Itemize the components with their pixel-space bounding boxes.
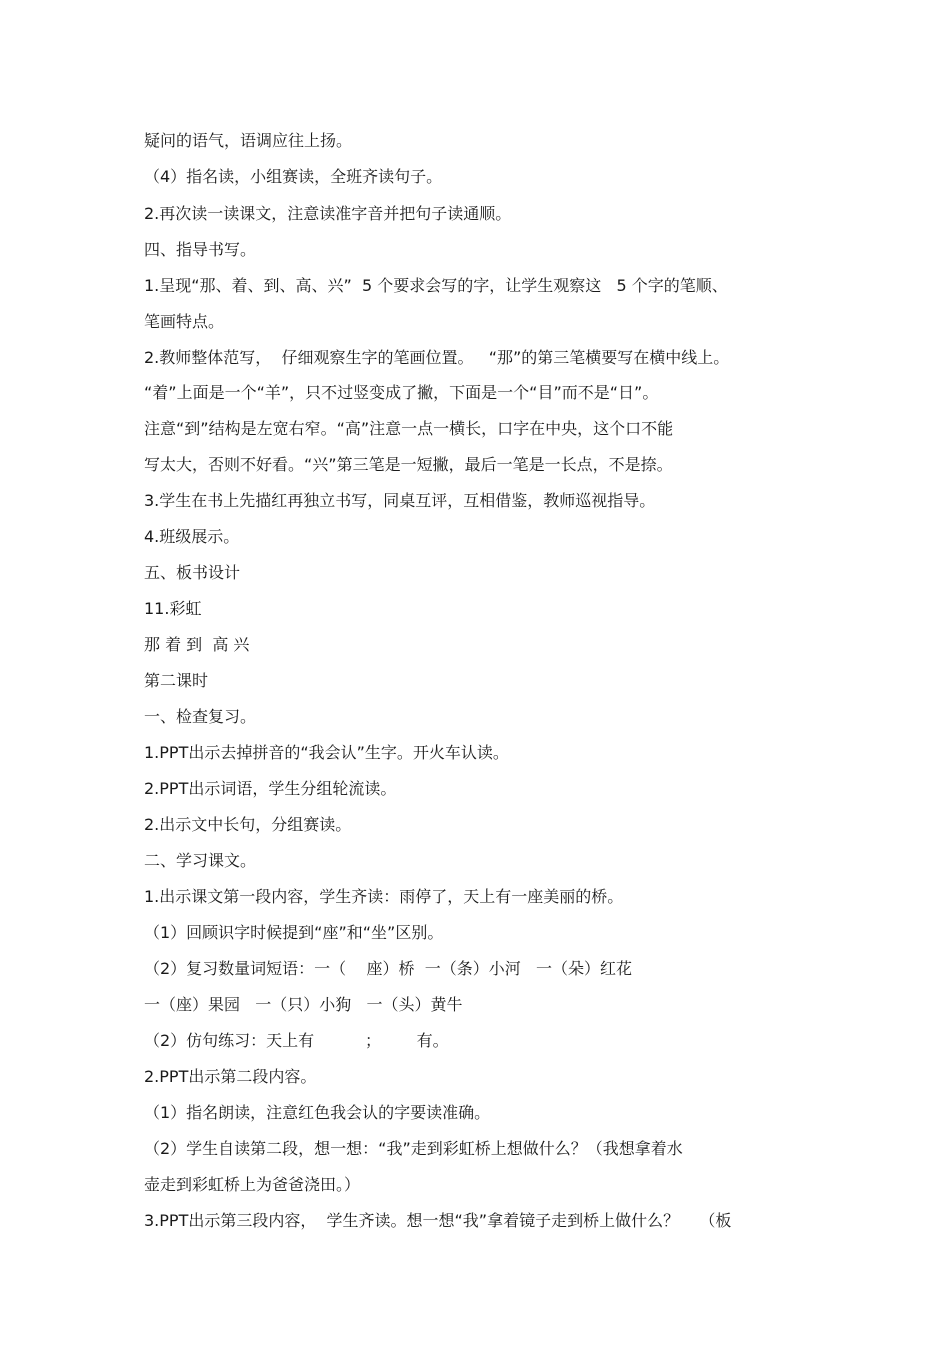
text-line: （1）指名朗读，注意红色我会认的字要读准确。 (144, 1103, 491, 1122)
section-heading: 二、学习课文。 (144, 851, 257, 870)
text-line: 1.PPT出示去掉拼音的“我会认”生字。开火车认读。 (144, 743, 509, 762)
text-line: 4.班级展示。 (144, 527, 240, 546)
text-line: （2）复习数量词短语：一（ 座）桥 一（条）小河 一（朵）红花 (144, 959, 632, 978)
text-line: 2.出示文中长句，分组赛读。 (144, 815, 352, 834)
text-line: （4）指名读，小组赛读，全班齐读句子。 (144, 167, 443, 186)
section-heading: 第二课时 (144, 671, 209, 690)
text-line: 一（座）果园 一（只）小狗 一（头）黄牛 (144, 995, 463, 1014)
text-line: 3.PPT出示第三段内容， 学生齐读。想一想“我”拿着镜子走到桥上做什么？ （板 (144, 1211, 732, 1230)
text-line: 2.PPT出示第二段内容。 (144, 1067, 317, 1086)
text-line: （2）学生自读第二段，想一想：“我”走到彩虹桥上想做什么？（我想拿着水 (144, 1139, 683, 1158)
text-line: 1.出示课文第一段内容，学生齐读：雨停了，天上有一座美丽的桥。 (144, 887, 624, 906)
text-line: 写太大，否则不好看。“兴”第三笔是一短撇，最后一笔是一长点，不是捺。 (144, 455, 673, 474)
text-line: 1.呈现“那、着、到、高、兴” 5 个要求会写的字，让学生观察这 5 个字的笔顺、 (144, 276, 728, 295)
text-line: 那 着 到 高 兴 (144, 635, 250, 654)
text-line: 3.学生在书上先描红再独立书写，同桌互评，互相借鉴，教师巡视指导。 (144, 491, 656, 510)
text-line: 2.教师整体范写， 仔细观察生字的笔画位置。 “那”的第三笔横要写在横中线上。 (144, 348, 730, 367)
text-line: （2）仿句练习：天上有 ； 有。 (144, 1031, 449, 1050)
section-heading: 一、检查复习。 (144, 707, 257, 726)
section-heading: 五、板书设计 (144, 563, 241, 582)
text-line: （1）回顾识字时候提到“座”和“坐”区别。 (144, 923, 444, 942)
text-line: 壶走到彩虹桥上为爸爸浇田。） (144, 1175, 361, 1194)
text-line: 注意“到”结构是左宽右窄。“高”注意一点一横长，口字在中央，这个口不能 (144, 419, 674, 438)
text-line: 2.再次读一读课文，注意读准字音并把句子读通顺。 (144, 204, 512, 223)
text-line: 11.彩虹 (144, 599, 202, 618)
text-line: 疑问的语气，语调应往上扬。 (144, 131, 353, 150)
section-heading: 四、指导书写。 (144, 240, 257, 259)
text-line: “着”上面是一个“羊”，只不过竖变成了撇，下面是一个“目”而不是“日”。 (144, 383, 659, 402)
text-line: 笔画特点。 (144, 312, 225, 331)
text-line: 2.PPT出示词语，学生分组轮流读。 (144, 779, 397, 798)
